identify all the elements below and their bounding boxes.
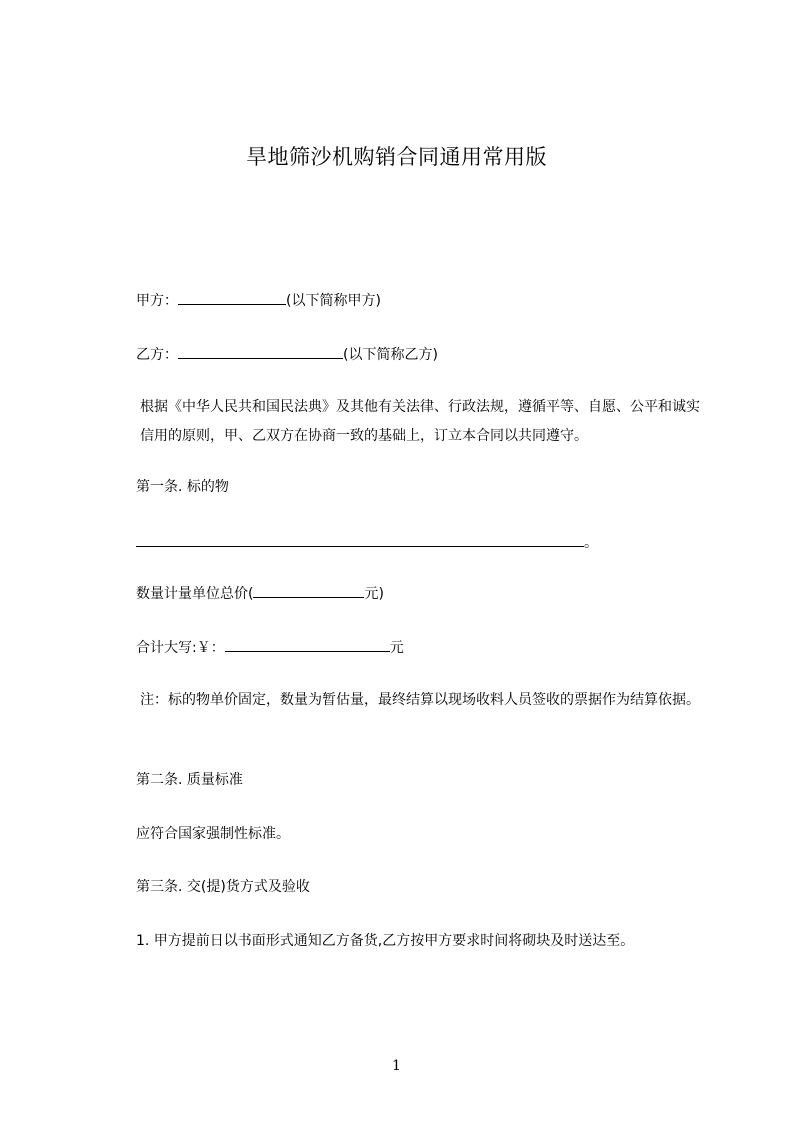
note-paragraph xyxy=(136,686,706,715)
subject-line-end: 。 xyxy=(584,535,598,551)
article2-body: 应符合国家强制性标准。 xyxy=(136,826,290,842)
total-price-label: 数量计量单位总价( xyxy=(136,586,254,602)
amount-words-label: 合计大写:￥： xyxy=(136,640,225,656)
article3-heading: 第三条. 交(提)货方式及验收 xyxy=(136,879,310,895)
intro-text: 根据《中华人民共和国民法典》及其他有关法律、行政法规，遵循平等、自愿、公平和诚实信用的原则，甲、乙双方在协商一致的基础上，订立本合同以共同遵守。 xyxy=(140,399,700,444)
party-b-line xyxy=(136,344,438,365)
party-b-blank xyxy=(178,344,343,359)
article3-item1: 1. 甲方提前日以书面形式通知乙方备货,乙方按甲方要求时间将砌块及时送达至。 xyxy=(136,933,635,949)
party-a-label: 甲方： xyxy=(136,293,178,309)
amount-words-suffix: 元 xyxy=(389,640,404,656)
total-price-line xyxy=(136,583,384,604)
amount-words-line xyxy=(136,637,404,658)
page-number: 1 xyxy=(392,1058,401,1074)
total-price-blank xyxy=(253,583,364,598)
amount-words-blank xyxy=(225,637,390,652)
party-a-suffix: (以下简称甲方) xyxy=(286,293,381,309)
subject-blank xyxy=(136,532,584,547)
party-a-line xyxy=(136,290,381,311)
intro-paragraph xyxy=(136,393,706,451)
article1-subject-line xyxy=(136,532,598,553)
party-b-label: 乙方： xyxy=(136,347,178,363)
note-text: 注：标的物单价固定，数量为暂估量，最终结算以现场收料人员签收的票据作为结算依据。 xyxy=(140,692,700,708)
document-title: 旱地筛沙机购销合同通用常用版 xyxy=(246,145,547,169)
party-b-suffix: (以下简称乙方) xyxy=(343,347,438,363)
party-a-blank xyxy=(178,290,286,305)
article2-heading: 第二条. 质量标准 xyxy=(136,772,243,788)
article1-heading: 第一条. 标的物 xyxy=(136,479,229,495)
total-price-suffix: 元) xyxy=(364,586,384,602)
